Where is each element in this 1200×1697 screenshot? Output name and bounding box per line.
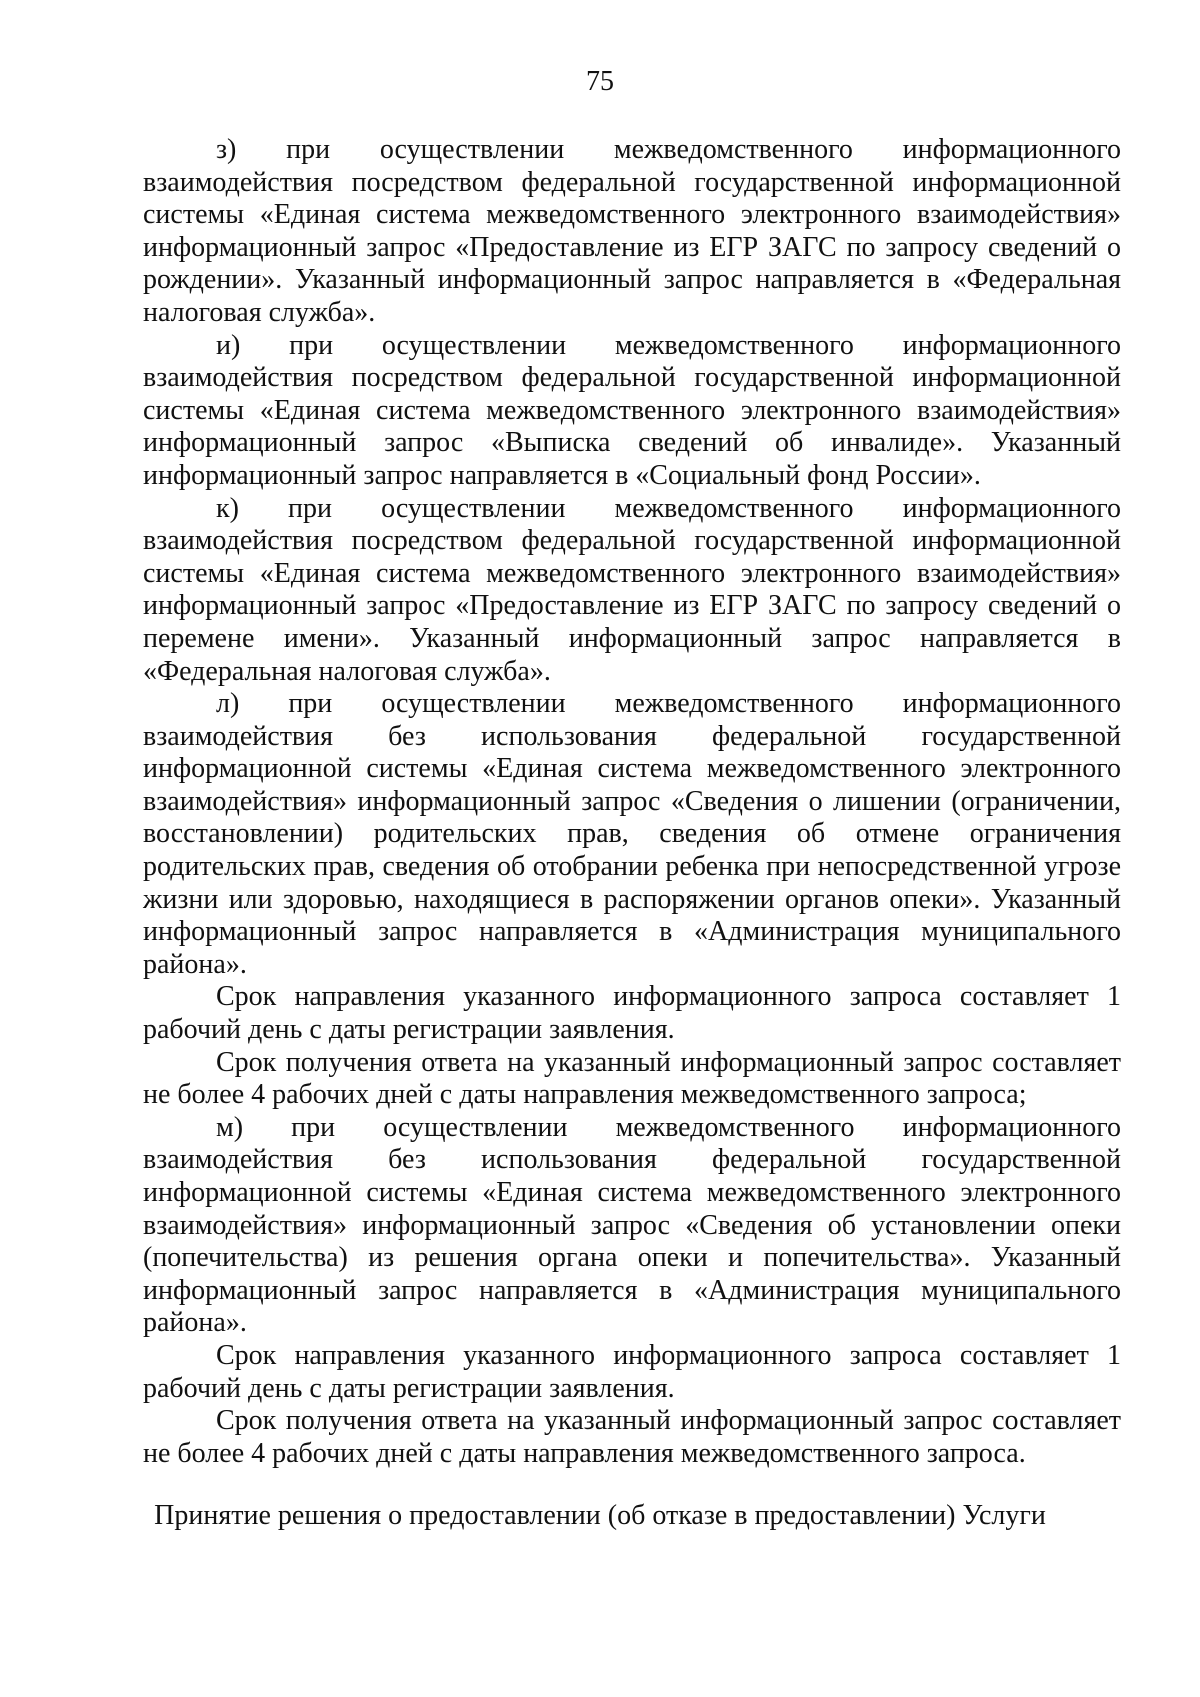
paragraph-k: к) при осуществлении межведомственного информационного взаимодействия посредством федеральной государственной информационной системы «Единая система межведомственного электронного взаимодействия» информационный запрос «Предоставление из ЕГР ЗАГС по запросу сведений о перемене имени». Указанный информационный запрос направляется в «Федеральная налоговая служба». bbox=[143, 492, 1121, 687]
document-body bbox=[143, 134, 1121, 1470]
paragraph-m: м) при осуществлении межведомственного информационного взаимодействия без использования федеральной государственной информационной системы «Единая система межведомственного электронного взаимодействия» информационный запрос «Сведения об установлении опеки (попечительства) из решения органа опеки и попечительства». Указанный информационный запрос направляется в «Администрация муниципального района». bbox=[143, 1111, 1121, 1339]
paragraph-l: л) при осуществлении межведомственного информационного взаимодействия без использования федеральной государственной информационной системы «Единая система межведомственного электронного взаимодействия» информационный запрос «Сведения о лишении (ограничении, восстановлении) родительских прав, сведения об отмене ограничения родительских прав, сведения об отобрании ребенка при непосредственной угрозе жизни или здоровью, находящиеся в распоряжении органов опеки». Указанный информационный запрос направляется в «Администрация муниципального района». bbox=[143, 688, 1121, 980]
paragraph-z: з) при осуществлении межведомственного информационного взаимодействия посредством федеральной государственной информационной системы «Единая система межведомственного электронного взаимодействия» информационный запрос «Предоставление из ЕГР ЗАГС по запросу сведений о рождении». Указанный информационный запрос направляется в «Федеральная налоговая служба». bbox=[143, 134, 1121, 328]
page-number: 75 bbox=[586, 66, 614, 97]
paragraph-l-request-term: Срок направления указанного информационного запроса составляет 1 рабочий день с даты регистрации заявления. bbox=[143, 981, 1121, 1046]
paragraph-m-response-term: Срок получения ответа на указанный информационный запрос составляет не более 4 рабочих дней с даты направления межведомственного запроса. bbox=[143, 1405, 1121, 1469]
section-heading: Принятие решения о предоставлении (об отказе в предоставлении) Услуги bbox=[154, 1500, 1046, 1531]
paragraph-i: и) при осуществлении межведомственного информационного взаимодействия посредством федеральной государственной информационной системы «Единая система межведомственного электронного взаимодействия» информационный запрос «Выписка сведений об инвалиде». Указанный информационный запрос направляется в «Социальный фонд России». bbox=[143, 329, 1121, 491]
paragraph-l-response-term: Срок получения ответа на указанный информационный запрос составляет не более 4 рабочих дней с даты направления межведомственного запроса; bbox=[143, 1046, 1121, 1111]
paragraph-m-request-term: Срок направления указанного информационного запроса составляет 1 рабочий день с даты регистрации заявления. bbox=[143, 1339, 1121, 1404]
